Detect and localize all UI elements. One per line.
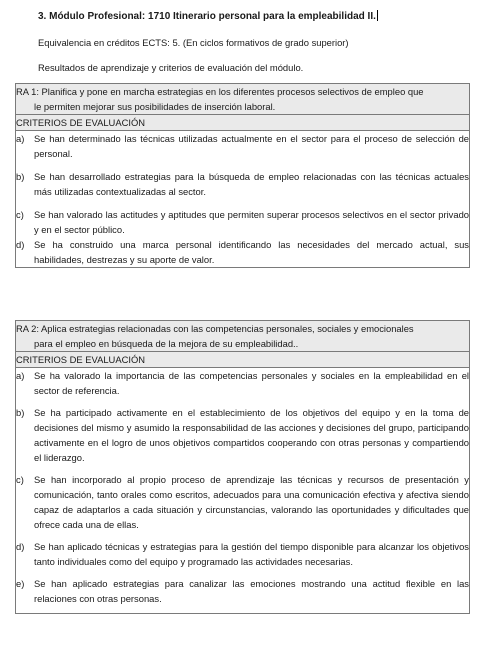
ra1-table: [15, 83, 470, 268]
criterion-letter: d): [16, 541, 25, 552]
criterion-text: Se han incorporado al propio proceso de aprendizaje las técnicas y recursos de presentación y comunicación, tanto orales como escritos, adecuados para una comunicación efectiva y afectiva siendo capaz de adaptarlos a cada situación y circunstancias, valorando las oportunidades y dificultades que ofrece cada una de ellas.: [34, 474, 469, 530]
criterion-letter: b): [16, 171, 25, 182]
ects-equivalence: Equivalencia en créditos ECTS: 5. (En ciclos formativos de grado superior): [38, 37, 349, 48]
criterion-letter: c): [16, 209, 24, 220]
ra1-criteria-list: [16, 131, 470, 268]
criterion-text: Se han aplicado estrategias para canalizar las emociones mostrando una actitud flexible en las relaciones con otras personas.: [34, 578, 469, 604]
criterion-item: [16, 368, 469, 398]
results-intro: Resultados de aprendizaje y criterios de evaluación del módulo.: [38, 62, 304, 73]
criterion-text: Se han aplicado técnicas y estrategias para la gestión del tiempo disponible para alcanzar los objetivos tanto individuales como del equipo y programado las actividades necesarias.: [34, 541, 469, 567]
criterion-text: Se han desarrollado estrategias para la búsqueda de empleo relacionadas con las técnicas actuales más utilizadas contextualizadas al sector.: [34, 171, 469, 197]
criterion-letter: e): [16, 578, 25, 589]
ra1-criteria-header: CRITERIOS DE EVALUACIÓN: [16, 115, 470, 131]
ra2-line1: RA 2: Aplica estrategias relacionadas con las competencias personales, sociales y emocionales: [16, 323, 414, 334]
criterion-item: [16, 131, 469, 161]
criterion-text: Se ha construido una marca personal identificando las necesidades del mercado actual, sus habilidades, destrezas y su aporte de valor.: [34, 239, 469, 265]
ra2-line2: para el empleo en búsqueda de la mejora de su empleabilidad..: [34, 338, 299, 349]
text-cursor: [377, 10, 378, 21]
ra2-criteria-header: CRITERIOS DE EVALUACIÓN: [16, 352, 470, 368]
ra2-table: [15, 320, 470, 614]
ra2-statement: [16, 321, 470, 352]
ra1-line1: RA 1: Planifica y pone en marcha estrategias en los diferentes procesos selectivos de empleo que: [16, 86, 424, 97]
ra1-line2: le permiten mejorar sus posibilidades de inserción laboral.: [34, 101, 276, 112]
ra2-criteria-list: [16, 368, 470, 614]
criterion-item: [16, 207, 469, 237]
criterion-text: Se ha valorado la importancia de las competencias personales y sociales en la empleabilidad en el sector de referencia.: [34, 370, 469, 396]
ra1-statement: [16, 84, 470, 115]
criterion-letter: a): [16, 370, 25, 381]
module-heading: 3. Módulo Profesional: 1710 Itinerario personal para la empleabilidad II.: [38, 11, 376, 22]
criterion-item: [16, 237, 469, 267]
criterion-text: Se han valorado las actitudes y aptitudes que permiten superar procesos selectivos en el sector privado y en el sector público.: [34, 209, 469, 235]
criterion-item: [16, 539, 469, 569]
criterion-letter: d): [16, 239, 25, 250]
criterion-letter: b): [16, 407, 25, 418]
criterion-text: Se han determinado las técnicas utilizadas actualmente en el sector para el proceso de selección de personal.: [34, 133, 469, 159]
criterion-item: [16, 576, 469, 606]
criterion-item: [16, 169, 469, 199]
criterion-letter: a): [16, 133, 25, 144]
criterion-item: [16, 405, 469, 465]
criterion-text: Se ha participado activamente en el establecimiento de los objetivos del equipo y en la toma de decisiones del mismo y asumido la responsabilidad de las acciones y decisiones del grupo, participando activamente en el logro de unos objetivos compartidos cooperando con otras personas y compartiendo el liderazgo.: [34, 407, 469, 463]
criterion-letter: c): [16, 474, 24, 485]
criterion-item: [16, 472, 469, 532]
